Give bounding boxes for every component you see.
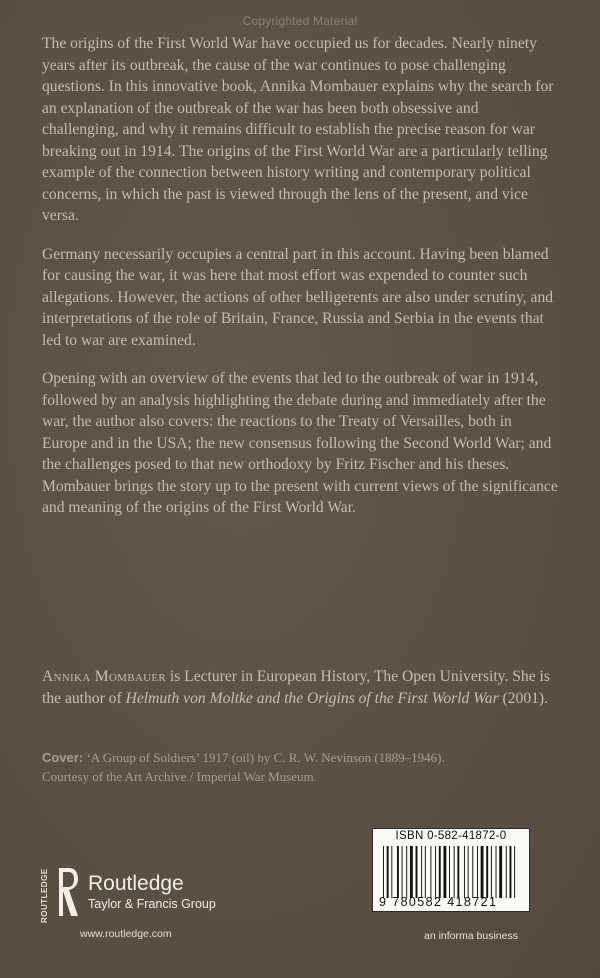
publisher-brand <box>88 872 216 912</box>
author-previous-book: Helmuth von Moltke and the Origins of the First World War <box>125 689 499 707</box>
cover-credit-line-2: Courtesy of the Art Archive / Imperial War Museum. <box>42 769 317 784</box>
routledge-r-icon <box>56 866 80 918</box>
blurb-paragraph-1: The origins of the First World War have occupied us for decades. Nearly ninety years after its outbreak, the cause of the war continues to pose challenging questions. In this innovative book, Annika Mombauer explains why the search for an explanation of the outbreak of the war has been both obsessive and challenging, and why it remains difficult to establish the precise reason for war breaking out in 1914. The origins of the First World War are a particularly telling example of the connection between history writing and contemporary political concerns, in which the past is viewed through the lens of the present, and vice versa. <box>42 35 554 224</box>
publisher-group: Taylor & Francis Group <box>88 897 216 911</box>
barcode-digits: 9 780582 418721 <box>379 895 498 909</box>
cover-credit-line-1: ‘A Group of Soldiers’ 1917 (oil) by C. R. W. Nevinson (1889–1946). <box>83 750 445 765</box>
copyright-watermark: Copyrighted Material <box>242 14 358 28</box>
barcode-graphic <box>383 846 525 898</box>
author-name: Annika Mombauer <box>42 668 166 685</box>
informa-tagline: an informa business <box>424 930 518 942</box>
publisher-website: www.routledge.com <box>80 928 172 940</box>
bio-text-1: is Lecturer in European History, The Open University. She is the author of <box>42 668 550 707</box>
author-bio <box>42 666 558 709</box>
cover-credit-label: Cover: <box>42 750 84 765</box>
isbn-barcode-box <box>372 828 530 912</box>
bio-text-2: (2001). <box>498 689 549 707</box>
isbn-label: ISBN 0-582-41872-0 <box>395 830 507 842</box>
blurb-text <box>42 33 558 536</box>
blurb-paragraph-3: Opening with an overview of the events that led to the outbreak of war in 1914, followed by an analysis highlighting the debate during and immediately after the war, the author also covers: the reactions to the Treaty of Versailles, both in Europe and in the USA; the new consensus following the Second World War; and the challenges posed to that new orthodoxy by Fritz Fischer and his theses. Mombauer brings the story up to the present with current views of the significance and meaning of the origins of the First World War. <box>42 370 558 516</box>
cover-credit <box>42 748 558 786</box>
publisher-name: Routledge <box>88 872 184 895</box>
blurb-paragraph-2: Germany necessarily occupies a central part in this account. Having been blamed for causing the war, it was here that most effort was expended to counter such allegations. However, the actions of other belligerents are also under scrutiny, and interpretations of the role of Britain, France, Russia and Serbia in the events that led to war are examined. <box>42 245 554 349</box>
publisher-vertical-label: ROUTLEDGE <box>40 868 49 924</box>
